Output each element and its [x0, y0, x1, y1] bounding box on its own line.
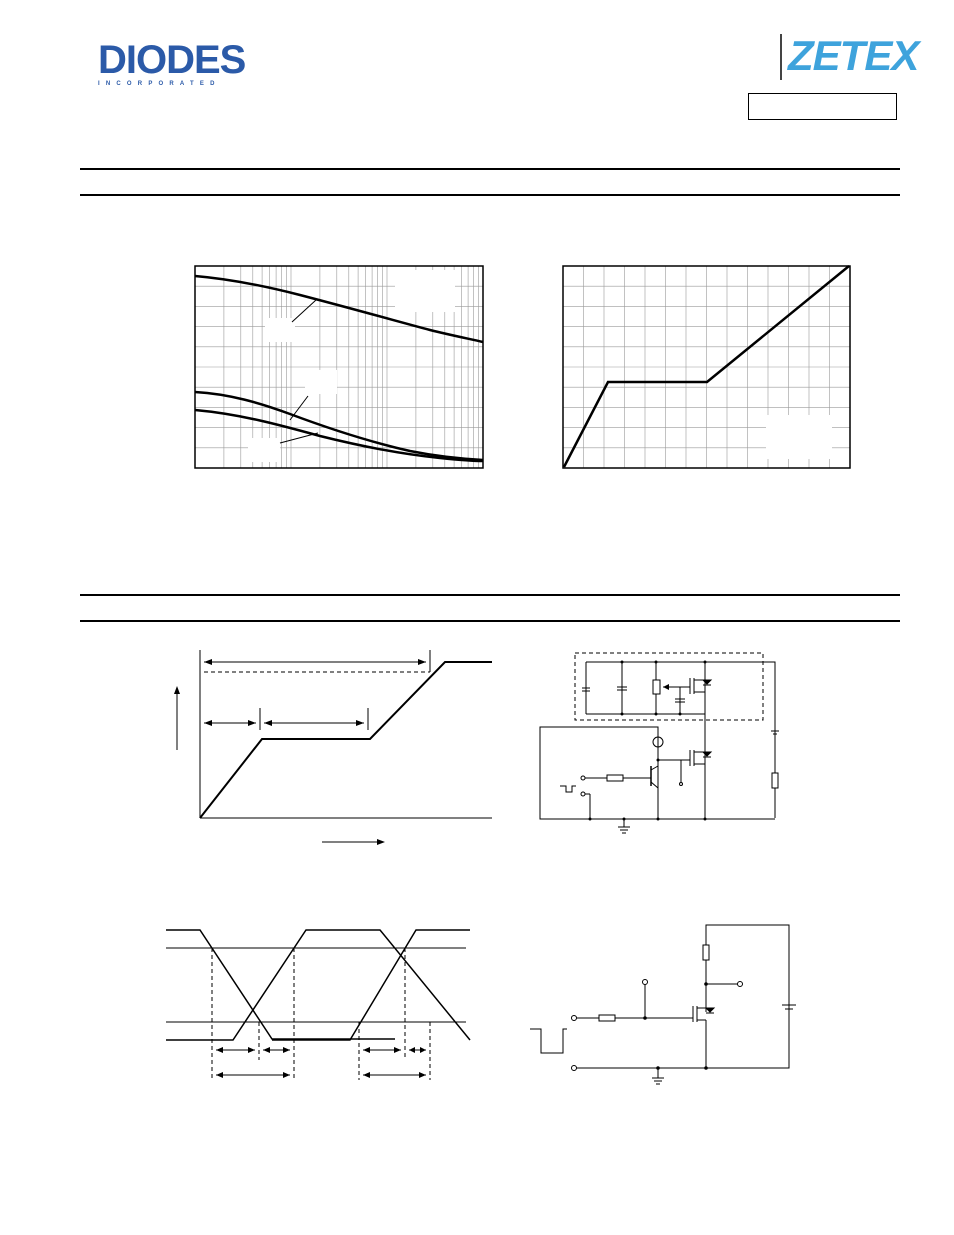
capacitance-curve-crss — [195, 410, 483, 461]
capacitance-graph-label-blank-1 — [265, 318, 295, 342]
circuit-input-pulse-symbol — [560, 786, 576, 792]
diodes-logo-text: DIODES — [98, 38, 246, 82]
switching-vgs-rising-trace — [272, 930, 470, 1040]
switching-time-arrows — [216, 1050, 426, 1075]
gate-charge-test-circuit — [540, 653, 779, 833]
circuit-bjt-emitter — [651, 782, 658, 788]
capacitance-leader-3 — [280, 433, 318, 443]
switching-time-markers — [212, 948, 430, 1080]
circuit-input-terminal — [581, 776, 585, 780]
circuit-bjt-collector — [651, 766, 658, 770]
capacitance-leader-1 — [292, 300, 316, 322]
switching-circuit-mosfet-diode — [706, 1008, 714, 1013]
capacitance-graph-label-blank-3 — [248, 438, 280, 462]
zetex-logo-text: ZETEX — [788, 32, 919, 79]
waveform-charge-arrowhead — [377, 839, 385, 845]
circuit-test-terminal — [680, 783, 683, 786]
gate-charge-graph-legend-blank — [766, 415, 832, 459]
switching-circuit-vgs-terminal — [643, 980, 648, 985]
capacitance-graph — [195, 266, 483, 468]
switching-circuit-input-terminal — [572, 1016, 577, 1021]
switching-circuit-junction-dots — [643, 982, 708, 1070]
circuit-wiper-arrowhead — [663, 684, 669, 690]
waveform-vgs-arrowhead — [174, 686, 180, 694]
circuit-mosfet1-diode — [703, 680, 711, 685]
switching-circuit-load-resistor — [703, 945, 709, 960]
circuit-ground-terminal — [581, 792, 585, 796]
switching-waveforms — [166, 930, 470, 1080]
switching-circuit-outer-loop — [574, 925, 789, 1068]
switching-arrowheads — [216, 1047, 426, 1078]
switching-test-circuit — [530, 925, 796, 1084]
diodes-logo-subtext: INCORPORATED — [98, 81, 221, 87]
waveform-trace — [200, 662, 492, 818]
switching-circuit-ground-terminal — [572, 1066, 577, 1071]
gate-charge-waveform — [174, 650, 492, 845]
capacitance-graph-legend-blank — [395, 270, 455, 312]
circuit-load-resistor — [772, 773, 778, 788]
circuit-resistor-1 — [653, 680, 660, 694]
switching-circuit-vds-terminal — [738, 982, 743, 987]
capacitance-curve-coss — [195, 392, 483, 460]
circuit-junction-dots — [589, 661, 707, 821]
capacitance-graph-label-blank-2 — [305, 370, 337, 394]
circuit-mosfet2-diode — [703, 752, 711, 757]
switching-circuit-pulse-symbol — [530, 1029, 567, 1053]
switching-circuit-gate-resistor — [599, 1015, 615, 1021]
circuit-top-rail — [586, 662, 775, 818]
circuit-input-resistor — [607, 775, 623, 781]
gate-charge-graph — [563, 266, 850, 468]
circuit-driver-box — [540, 727, 658, 819]
